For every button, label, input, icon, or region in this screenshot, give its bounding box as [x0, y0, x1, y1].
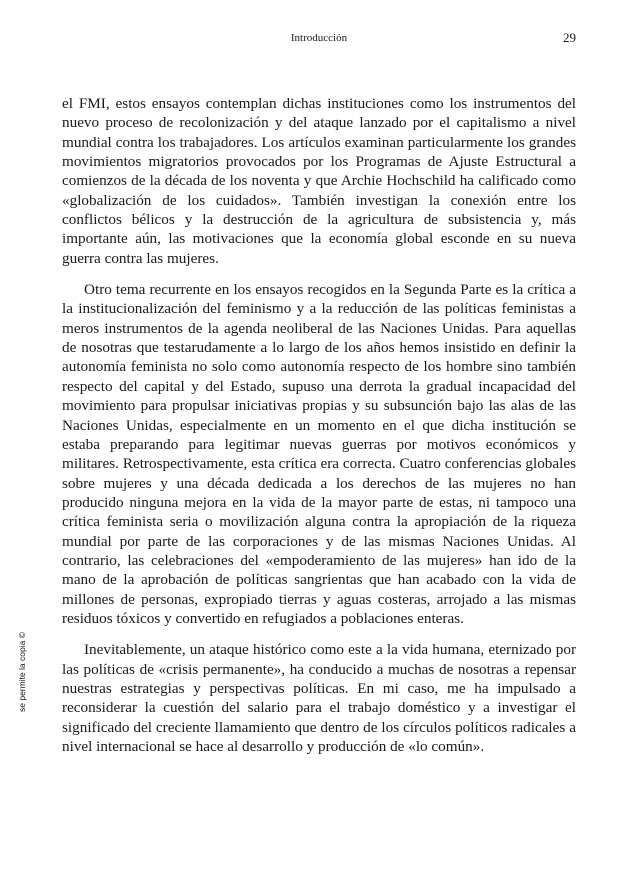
page-header [62, 30, 576, 46]
paragraph-1: el FMI, estos ensayos contemplan dichas instituciones como los instrumentos del nuevo proceso de recolonización y del ataque lanzado por el capitalismo a nivel mundial contra los trabajadores. Los artículos examinan particularmente los grandes movimientos migratorios provocados por los Programas de Ajuste Estructural a comienzos de la década de los noventa y que Archie Hochschild ha calificado como «globalización de los cuidados». También investigan la conexión entre los conflictos bélicos y la destrucción de la agricultura de subsistencia y, más importante aún, las motivaciones que la economía global esconde en su nueva guerra contra las mujeres. [62, 95, 576, 267]
running-head: Introducción [290, 32, 348, 44]
paragraph-3: Inevitablemente, un ataque histórico como este a la vida humana, eternizado por las políticas de «crisis permanente», ha conducido a muchas de nosotras a repensar nuestras estrategias y perspectivas políticas. En mi caso, me ha impulsado a reconsiderar la cuestión del salario para el trabajo doméstico y a investigar el significado del creciente llamamiento que dentro de los círculos políticos radicales a nivel internacional se hace al desarrollo y producción de «lo común». [62, 641, 576, 755]
copyright-side-note: se permite la copia © [17, 632, 27, 712]
body-text [62, 94, 576, 768]
paragraph-2: Otro tema recurrente en los ensayos recogidos en la Segunda Parte es la crítica a la institucionalización del feminismo y a la reducción de las políticas feministas a meros instrumentos de la agenda neoliberal de las Naciones Unidas. Para aquellas de nosotras que testarudamente a lo largo de los años hemos insistido en definir la autonomía feminista no solo como autonomía respecto de los hombre sino también respecto del capital y del Estado, supuso una derrota la gradual incapacidad del movimiento para propulsar iniciativas propias y su subsunción bajo las alas de las Naciones Unidas, especialmente en un momento en el que dicha institución se estaba preparando para legitimar nuevas guerras por motivos económicos y militares. Retrospectivamente, esta crítica era correcta. Cuatro conferencias globales sobre mujeres y una década dedicada a los derechos de las mujeres no han producido ninguna mejora en la vida de la mayor parte de estas, ni tampoco una crítica feminista seria o movilización alguna contra la apropiación de la riqueza mundial por parte de las corporaciones y de las mismas Naciones Unidas. Al contrario, las celebraciones del «empoderamiento de las mujeres» han ido de la mano de la aprobación de políticas sangrientas que han acabado con la vida de millones de personas, expropiado tierras y aguas costeras, arrojado a las mismas residuos tóxicos y convertido en refugiados a poblaciones enteras. [62, 281, 576, 627]
page-number: 29 [563, 30, 576, 45]
